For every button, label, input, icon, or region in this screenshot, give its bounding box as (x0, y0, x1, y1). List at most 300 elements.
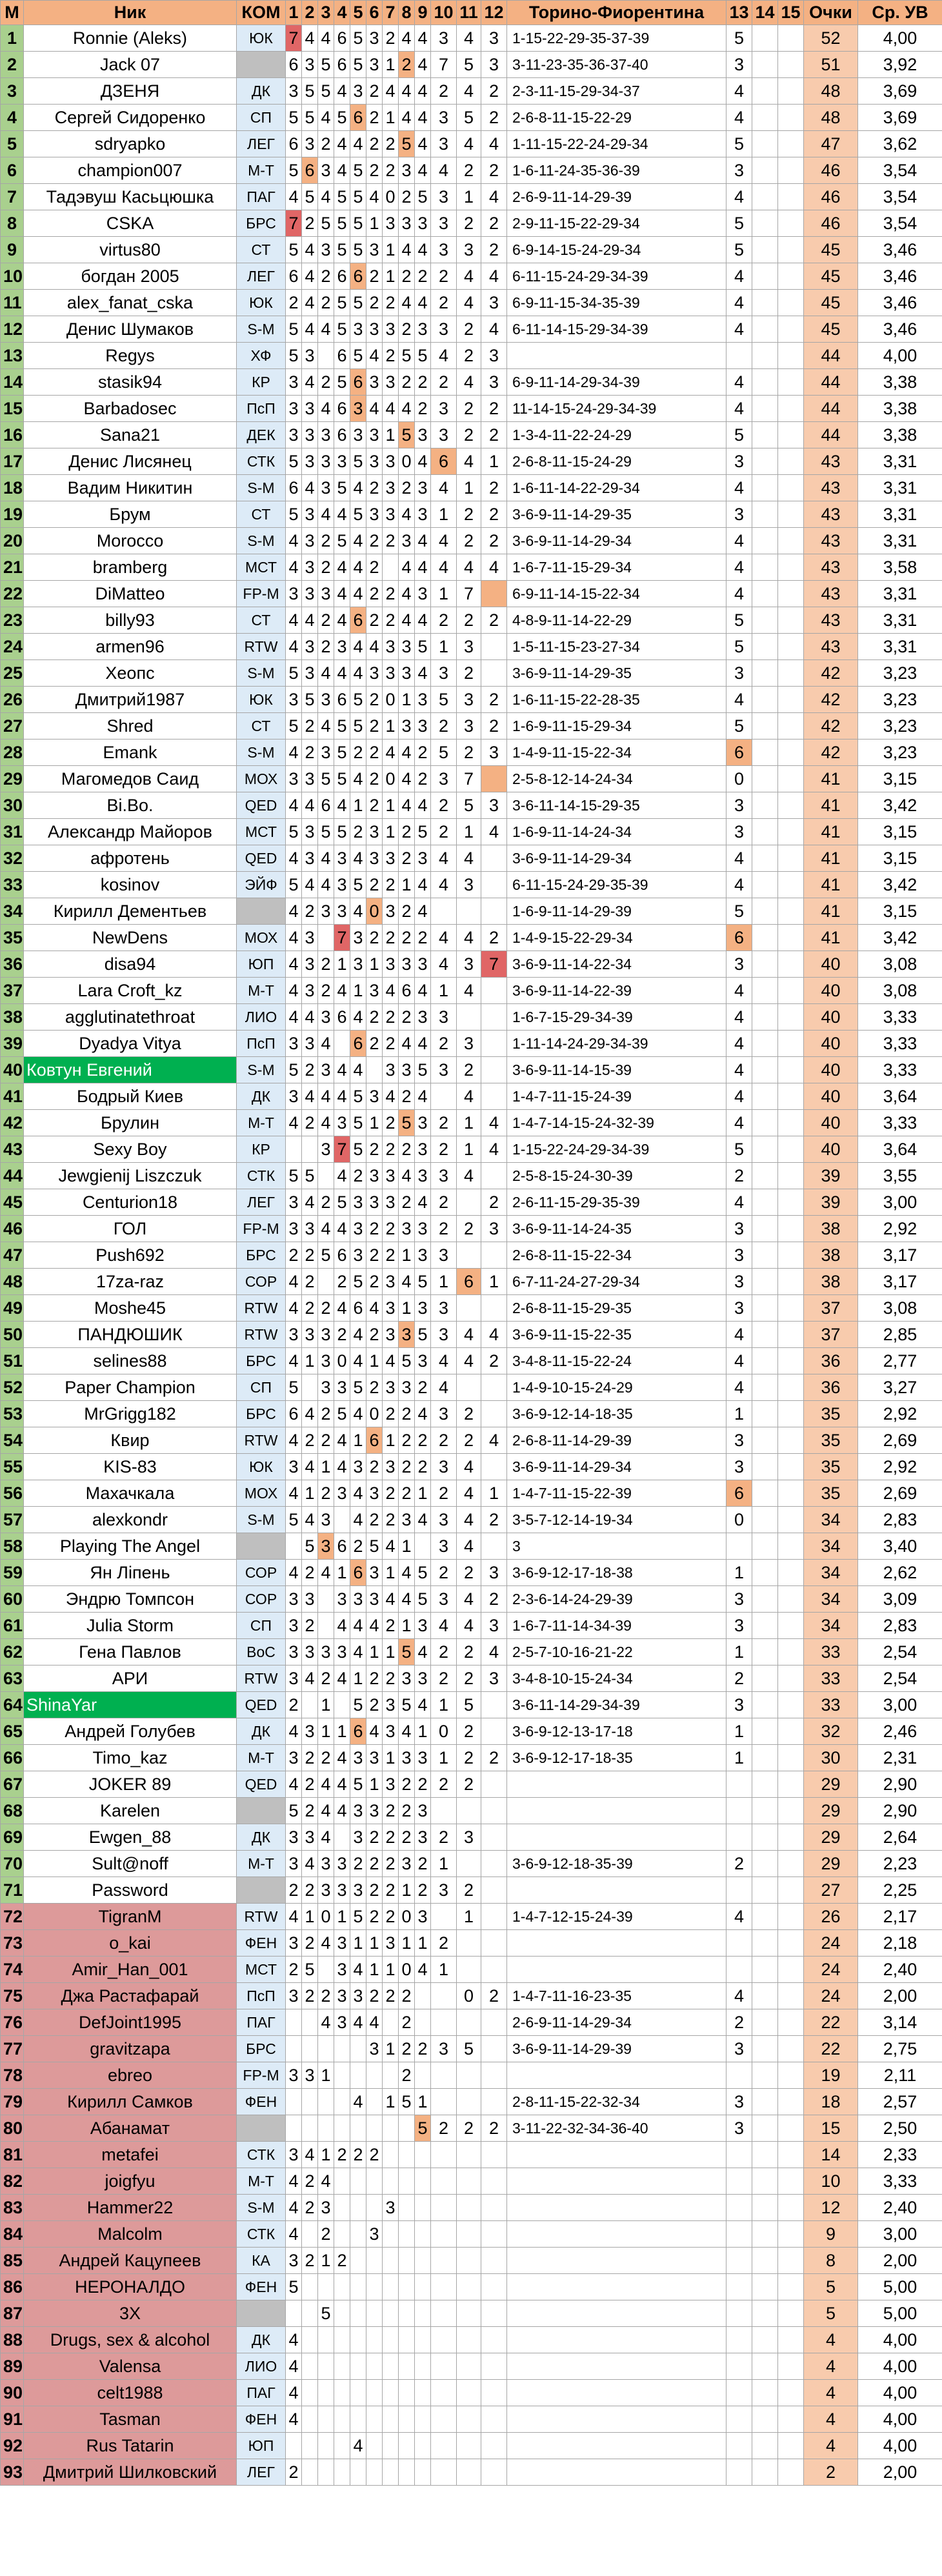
round-cell: 3 (318, 1374, 334, 1401)
round-cell: 5 (415, 343, 431, 369)
round-cell (752, 2433, 778, 2459)
round-cell (383, 2062, 399, 2089)
round-cell (752, 501, 778, 528)
nick-cell: 3X (24, 2300, 237, 2327)
round-cell (778, 422, 804, 448)
round-cell (366, 2459, 383, 2486)
round-cell: 3 (415, 1665, 431, 1692)
round-cell: 2 (302, 898, 318, 925)
points-cell: 46 (804, 210, 858, 237)
round-cell: 5 (334, 290, 350, 316)
team-cell: СТК (237, 2142, 286, 2168)
round-cell: 3 (334, 1983, 350, 2009)
round-cell (778, 184, 804, 210)
table-row (1, 2168, 942, 2195)
avg-cell: 2,33 (858, 2142, 942, 2168)
table-row (1, 2195, 942, 2221)
round-cell (778, 2062, 804, 2089)
round-cell (727, 2142, 752, 2168)
score-combo-cell: 1-15-22-24-29-34-39 (507, 1136, 727, 1163)
round-cell (752, 1639, 778, 1665)
round-cell: 3 (481, 740, 507, 766)
rank-cell: 84 (1, 2221, 24, 2248)
round-cell: 1 (366, 210, 383, 237)
round-cell: 4 (318, 1930, 334, 1957)
nick-cell: JOKER 89 (24, 1771, 237, 1798)
round-cell (383, 2115, 399, 2142)
round-cell (778, 1269, 804, 1295)
nick-cell: Брулин (24, 1110, 237, 1136)
round-cell (752, 951, 778, 978)
round-cell (383, 2168, 399, 2195)
points-cell: 42 (804, 740, 858, 766)
round-cell: 5 (350, 1269, 366, 1295)
round-cell: 3 (383, 660, 399, 687)
round-cell: 3 (286, 1745, 302, 1771)
round-cell: 4 (481, 1110, 507, 1136)
score-combo-cell: 1-6-7-11-14-34-39 (507, 1613, 727, 1639)
round-cell (778, 290, 804, 316)
round-cell: 4 (334, 1057, 350, 1083)
round-cell: 4 (727, 1189, 752, 1216)
round-cell: 6 (334, 263, 350, 290)
round-cell (366, 2433, 383, 2459)
round-cell: 3 (399, 1851, 415, 1877)
round-cell (415, 2353, 431, 2380)
round-cell (752, 634, 778, 660)
round-cell: 4 (302, 872, 318, 898)
round-cell: 3 (383, 1295, 399, 1322)
round-cell (457, 2089, 481, 2115)
round-cell: 2 (318, 1983, 334, 2009)
round-cell: 4 (302, 1189, 318, 1216)
round-cell (752, 1930, 778, 1957)
round-cell (399, 2115, 415, 2142)
score-combo-cell: 3-6-9-11-14-29-34 (507, 528, 727, 554)
round-cell (431, 2433, 457, 2459)
round-cell: 2 (318, 1189, 334, 1216)
round-cell: 2 (415, 1771, 431, 1798)
round-cell: 4 (415, 157, 431, 184)
points-cell: 5 (804, 2300, 858, 2327)
avg-cell: 3,15 (858, 766, 942, 792)
rank-cell: 48 (1, 1269, 24, 1295)
round-cell: 4 (350, 660, 366, 687)
round-cell: 2 (366, 581, 383, 607)
round-cell (752, 316, 778, 343)
round-cell: 5 (286, 448, 302, 475)
team-cell: КА (237, 2248, 286, 2274)
score-combo-cell: 2-9-11-15-22-29-34 (507, 210, 727, 237)
round-cell: 4 (350, 2009, 366, 2036)
points-cell: 35 (804, 1480, 858, 1507)
avg-cell: 3,27 (858, 1374, 942, 1401)
round-cell: 4 (334, 1665, 350, 1692)
round-cell: 5 (286, 872, 302, 898)
points-cell: 41 (804, 845, 858, 872)
round-cell: 4 (318, 501, 334, 528)
table-row (1, 1904, 942, 1930)
col-header: 8 (399, 1, 415, 25)
round-cell: 4 (318, 713, 334, 740)
points-cell: 12 (804, 2195, 858, 2221)
round-cell: 3 (318, 1533, 334, 1560)
avg-cell: 3,62 (858, 131, 942, 157)
round-cell (752, 792, 778, 819)
table-row (1, 766, 942, 792)
round-cell: 2 (318, 607, 334, 634)
round-cell: 7 (334, 1136, 350, 1163)
round-cell: 5 (286, 1374, 302, 1401)
round-cell: 4 (415, 25, 431, 52)
score-combo-cell: 1-6-11-14-22-29-34 (507, 475, 727, 501)
points-cell: 4 (804, 2353, 858, 2380)
round-cell: 5 (286, 1163, 302, 1189)
nick-cell: Drugs, sex & alcohol (24, 2327, 237, 2353)
round-cell: 2 (727, 1665, 752, 1692)
round-cell: 1 (383, 1957, 399, 1983)
col-header: 3 (318, 1, 334, 25)
rank-cell: 29 (1, 766, 24, 792)
round-cell: 3 (366, 1480, 383, 1507)
team-cell: СОР (237, 1269, 286, 1295)
points-cell: 44 (804, 422, 858, 448)
round-cell: 4 (383, 1533, 399, 1560)
round-cell (481, 1163, 507, 1189)
score-combo-cell: 1-4-9-11-15-22-34 (507, 740, 727, 766)
points-cell: 40 (804, 1057, 858, 1083)
round-cell: 4 (366, 396, 383, 422)
round-cell: 7 (457, 766, 481, 792)
score-combo-cell: 1-4-9-10-15-24-29 (507, 1374, 727, 1401)
round-cell: 2 (383, 1242, 399, 1269)
round-cell: 5 (350, 237, 366, 263)
round-cell (350, 2353, 366, 2380)
round-cell (481, 2406, 507, 2433)
table-row (1, 581, 942, 607)
round-cell: 2 (350, 1163, 366, 1189)
round-cell: 4 (399, 607, 415, 634)
points-cell: 34 (804, 1613, 858, 1639)
round-cell (727, 2168, 752, 2195)
round-cell: 5 (350, 290, 366, 316)
round-cell: 2 (727, 1163, 752, 1189)
round-cell (778, 2036, 804, 2062)
round-cell (727, 1930, 752, 1957)
nick-cell: Morocco (24, 528, 237, 554)
round-cell: 7 (431, 52, 457, 78)
round-cell (752, 1957, 778, 1983)
table-row (1, 1322, 942, 1348)
round-cell (752, 528, 778, 554)
round-cell: 4 (415, 78, 431, 105)
points-cell: 29 (804, 1771, 858, 1798)
round-cell: 4 (318, 2168, 334, 2195)
score-combo-cell: 3-11-23-35-36-37-40 (507, 52, 727, 78)
rank-cell: 52 (1, 1374, 24, 1401)
round-cell: 3 (481, 1560, 507, 1586)
nick-cell: champion007 (24, 157, 237, 184)
round-cell: 2 (431, 263, 457, 290)
round-cell: 3 (431, 396, 457, 422)
round-cell: 5 (334, 105, 350, 131)
table-row (1, 1771, 942, 1798)
round-cell: 3 (383, 501, 399, 528)
round-cell: 3 (318, 1348, 334, 1374)
round-cell: 3 (318, 448, 334, 475)
team-cell: ПсП (237, 1983, 286, 2009)
round-cell: 4 (399, 1560, 415, 1586)
round-cell: 4 (727, 369, 752, 396)
round-cell: 4 (318, 184, 334, 210)
team-cell: FP-M (237, 581, 286, 607)
round-cell: 4 (302, 1454, 318, 1480)
table-row (1, 660, 942, 687)
round-cell: 4 (727, 316, 752, 343)
round-cell (302, 2221, 318, 2248)
round-cell (778, 2406, 804, 2433)
round-cell: 2 (318, 263, 334, 290)
rank-cell: 69 (1, 1824, 24, 1851)
round-cell: 4 (481, 819, 507, 845)
rank-cell: 78 (1, 2062, 24, 2089)
round-cell (481, 2274, 507, 2300)
round-cell: 5 (302, 1163, 318, 1189)
round-cell (727, 1877, 752, 1904)
round-cell: 2 (383, 1216, 399, 1242)
round-cell (302, 2327, 318, 2353)
round-cell: 3 (415, 951, 431, 978)
round-cell: 3 (318, 157, 334, 184)
team-cell: ЛЕГ (237, 2459, 286, 2486)
team-cell: RTW (237, 634, 286, 660)
round-cell: 2 (383, 1904, 399, 1930)
team-cell: БРС (237, 1401, 286, 1427)
round-cell: 4 (286, 978, 302, 1004)
round-cell: 5 (334, 766, 350, 792)
round-cell: 7 (286, 210, 302, 237)
round-cell: 1 (383, 1639, 399, 1665)
round-cell: 4 (457, 554, 481, 581)
round-cell (431, 2353, 457, 2380)
table-row (1, 263, 942, 290)
round-cell (318, 925, 334, 951)
round-cell (752, 1771, 778, 1798)
round-cell (383, 2300, 399, 2327)
round-cell: 4 (366, 184, 383, 210)
round-cell: 0 (399, 1957, 415, 1983)
team-cell: ЮК (237, 290, 286, 316)
round-cell: 3 (431, 1057, 457, 1083)
round-cell: 1 (383, 819, 399, 845)
round-cell: 5 (727, 607, 752, 634)
avg-cell: 3,31 (858, 501, 942, 528)
round-cell: 4 (286, 1110, 302, 1136)
round-cell: 2 (366, 713, 383, 740)
rank-cell: 31 (1, 819, 24, 845)
round-cell (752, 581, 778, 607)
round-cell: 5 (334, 1401, 350, 1427)
avg-cell: 3,54 (858, 184, 942, 210)
round-cell (383, 2353, 399, 2380)
round-cell: 2 (431, 713, 457, 740)
round-cell (415, 2248, 431, 2274)
round-cell (778, 1427, 804, 1454)
table-row (1, 740, 942, 766)
round-cell: 1 (727, 1745, 752, 1771)
round-cell: 4 (399, 1163, 415, 1189)
round-cell (415, 2142, 431, 2168)
round-cell: 4 (727, 528, 752, 554)
round-cell (383, 2380, 399, 2406)
points-cell: 14 (804, 2142, 858, 2168)
col-header: Очки (804, 1, 858, 25)
round-cell: 3 (366, 448, 383, 475)
round-cell (431, 2195, 457, 2221)
nick-cell: stasik94 (24, 369, 237, 396)
round-cell: 2 (431, 1110, 457, 1136)
round-cell (778, 1348, 804, 1374)
score-combo-cell (507, 1798, 727, 1824)
team-cell: RTW (237, 1427, 286, 1454)
round-cell: 1 (334, 951, 350, 978)
table-row (1, 237, 942, 263)
rank-cell: 19 (1, 501, 24, 528)
round-cell: 3 (334, 845, 350, 872)
score-combo-cell: 1-4-7-11-15-24-39 (507, 1083, 727, 1110)
round-cell (727, 1957, 752, 1983)
nick-cell: DiMatteo (24, 581, 237, 607)
round-cell (431, 2221, 457, 2248)
round-cell: 1 (431, 501, 457, 528)
team-cell: БРС (237, 2036, 286, 2062)
round-cell (302, 2353, 318, 2380)
round-cell (431, 2142, 457, 2168)
round-cell (752, 1824, 778, 1851)
round-cell: 3 (366, 52, 383, 78)
avg-cell: 3,23 (858, 740, 942, 766)
rank-cell: 65 (1, 1718, 24, 1745)
points-cell: 40 (804, 1110, 858, 1136)
round-cell: 2 (366, 1031, 383, 1057)
round-cell (778, 25, 804, 52)
round-cell (457, 2195, 481, 2221)
round-cell: 5 (334, 528, 350, 554)
round-cell: 1 (383, 1427, 399, 1454)
team-cell: СОР (237, 1586, 286, 1613)
table-row (1, 634, 942, 660)
round-cell: 2 (318, 290, 334, 316)
round-cell: 1 (457, 1110, 481, 1136)
round-cell: 3 (302, 1639, 318, 1665)
points-cell: 24 (804, 1957, 858, 1983)
nick-cell: Кирилл Дементьев (24, 898, 237, 925)
rank-cell: 58 (1, 1533, 24, 1560)
round-cell: 3 (286, 78, 302, 105)
round-cell: 1 (431, 634, 457, 660)
round-cell (481, 2142, 507, 2168)
nick-cell: joigfyu (24, 2168, 237, 2195)
round-cell (399, 2300, 415, 2327)
round-cell (727, 2248, 752, 2274)
table-row (1, 1930, 942, 1957)
round-cell: 2 (457, 422, 481, 448)
round-cell (727, 1798, 752, 1824)
round-cell: 3 (727, 1216, 752, 1242)
round-cell (334, 2406, 350, 2433)
round-cell: 2 (481, 78, 507, 105)
round-cell (778, 1904, 804, 1930)
table-row (1, 2459, 942, 2486)
round-cell (350, 2168, 366, 2195)
team-cell: S-M (237, 475, 286, 501)
round-cell: 4 (481, 316, 507, 343)
round-cell (752, 1269, 778, 1295)
rank-cell: 18 (1, 475, 24, 501)
round-cell (752, 1983, 778, 2009)
round-cell: 3 (286, 1824, 302, 1851)
round-cell: 4 (415, 607, 431, 634)
round-cell: 4 (350, 581, 366, 607)
team-cell: S-M (237, 660, 286, 687)
avg-cell: 2,83 (858, 1507, 942, 1533)
round-cell: 1 (383, 2036, 399, 2062)
round-cell: 1 (366, 1771, 383, 1798)
rank-cell: 30 (1, 792, 24, 819)
score-combo-cell: 1-5-11-15-23-27-34 (507, 634, 727, 660)
round-cell: 5 (350, 157, 366, 184)
round-cell (778, 2353, 804, 2380)
round-cell: 3 (286, 1216, 302, 1242)
table-row (1, 369, 942, 396)
table-row (1, 1586, 942, 1613)
team-cell: S-M (237, 2195, 286, 2221)
round-cell: 4 (481, 131, 507, 157)
points-cell: 37 (804, 1322, 858, 1348)
rank-cell: 2 (1, 52, 24, 78)
score-combo-cell (507, 1771, 727, 1798)
round-cell: 2 (383, 1401, 399, 1427)
round-cell: 5 (457, 52, 481, 78)
round-cell (481, 1877, 507, 1904)
round-cell (778, 1454, 804, 1480)
round-cell (752, 1586, 778, 1613)
round-cell: 3 (415, 1904, 431, 1930)
round-cell (752, 2009, 778, 2036)
round-cell: 4 (399, 290, 415, 316)
table-row (1, 1957, 942, 1983)
rank-cell: 89 (1, 2353, 24, 2380)
round-cell: 1 (415, 1718, 431, 1745)
round-cell: 4 (350, 131, 366, 157)
round-cell: 1 (350, 792, 366, 819)
round-cell: 4 (334, 1771, 350, 1798)
round-cell (318, 1586, 334, 1613)
round-cell: 3 (366, 422, 383, 448)
round-cell: 4 (350, 898, 366, 925)
avg-cell: 3,08 (858, 951, 942, 978)
round-cell: 2 (415, 1851, 431, 1877)
round-cell (383, 2406, 399, 2433)
avg-cell: 3,33 (858, 1031, 942, 1057)
round-cell: 3 (727, 1269, 752, 1295)
round-cell: 4 (727, 184, 752, 210)
rank-cell: 50 (1, 1322, 24, 1348)
round-cell (457, 1798, 481, 1824)
round-cell (778, 634, 804, 660)
nick-cell: Ян Ліпень (24, 1560, 237, 1586)
team-cell (237, 898, 286, 925)
